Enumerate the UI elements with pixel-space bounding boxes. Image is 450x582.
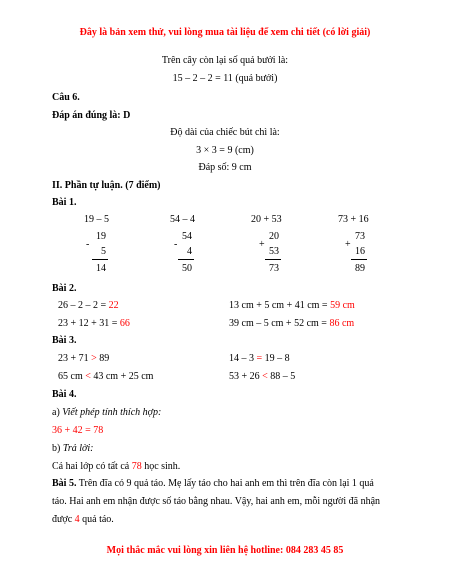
plus-sign: + <box>259 239 265 250</box>
sum-line <box>351 259 367 260</box>
sum-line <box>92 259 108 260</box>
right-side: 89 <box>96 353 110 364</box>
q6-line-2: 3 × 3 = 9 (cm) <box>196 145 254 156</box>
intro-line-2: 15 – 2 – 2 = 11 (quả bưởi) <box>172 73 278 84</box>
result-number: 73 <box>269 263 279 274</box>
bai4-part-a <box>52 407 161 419</box>
bai2-left-1 <box>58 300 119 312</box>
bai1-title: Bài 1. <box>52 197 77 208</box>
q6-answer: Đáp án đúng là: D <box>52 110 131 121</box>
q6-title: Câu 6. <box>52 92 80 103</box>
minus-sign: - <box>86 239 90 250</box>
left-side: 65 cm <box>58 371 86 382</box>
bottom-number: 4 <box>187 246 192 257</box>
bai2-right-2 <box>229 318 354 330</box>
bai3-left-2 <box>58 371 153 383</box>
comparison-sign: = <box>256 353 263 364</box>
bai4-a-answer: 36 + 42 = 78 <box>52 425 104 436</box>
bottom-number: 53 <box>269 246 279 257</box>
comparison-sign: > <box>91 353 97 364</box>
sum-line <box>265 259 281 260</box>
bai2-title: Bài 2. <box>52 283 77 294</box>
bai5-title: Bài 5. <box>52 478 77 489</box>
bottom-number: 16 <box>355 246 365 257</box>
q6-line-1: Độ dài của chiếc bút chì là: <box>170 127 280 138</box>
bai4-part-b <box>52 443 93 455</box>
expression: 23 + 12 + 31 = <box>58 318 120 329</box>
bai5-line-3 <box>52 514 114 526</box>
problem-expr: 20 + 53 <box>251 214 282 225</box>
bai3-right-2 <box>229 371 295 383</box>
answer-text: Cả hai lớp có tất cả <box>52 461 132 472</box>
expression: 13 cm + 5 cm + 41 cm = <box>229 300 331 311</box>
bai5-line-1 <box>52 478 374 490</box>
part-label: a) <box>52 407 63 418</box>
result-number: 50 <box>182 263 192 274</box>
right-side: 19 – 8 <box>262 353 290 364</box>
comparison-sign: < <box>85 371 91 382</box>
top-number: 73 <box>355 231 365 242</box>
plus-sign: + <box>345 239 351 250</box>
result-number: 14 <box>96 263 106 274</box>
bai2-left-2 <box>58 318 130 330</box>
bai3-right-1 <box>229 353 290 365</box>
left-side: 53 + 26 <box>229 371 263 382</box>
expression: 26 – 2 – 2 = <box>58 300 109 311</box>
bai2-right-1 <box>229 300 355 312</box>
answer: 66 <box>119 318 130 329</box>
answer-text: học sinh. <box>141 461 181 472</box>
right-side: 43 cm + 25 cm <box>90 371 154 382</box>
answer-number: 4 <box>74 514 80 525</box>
part-instruction: Trả lời: <box>62 443 94 454</box>
preview-notice: Đây là bản xem thử, vui lòng mua tài liệu để xem chi tiết (có lời giải) <box>79 27 371 38</box>
bai5-line-2: táo. Hai anh em nhận được số táo bằng nhau. Vậy, hai anh em, mỗi người đã nhận <box>52 496 381 507</box>
top-number: 19 <box>96 231 106 242</box>
q6-line-3: Đáp số: 9 cm <box>198 162 252 173</box>
right-side: 88 – 5 <box>267 371 296 382</box>
left-side: 14 – 3 <box>229 353 257 364</box>
sum-line <box>178 259 194 260</box>
answer: 59 cm <box>330 300 355 311</box>
problem-expr: 54 – 4 <box>170 214 195 225</box>
minus-sign: - <box>174 239 178 250</box>
answer-text: được <box>52 514 75 525</box>
comparison-sign: < <box>262 371 268 382</box>
result-number: 89 <box>355 263 365 274</box>
bottom-number: 5 <box>101 246 106 257</box>
answer: 22 <box>108 300 119 311</box>
intro-line-1: Trên cây còn lại số quả bưởi là: <box>161 55 289 66</box>
bai4-b-answer <box>52 461 180 473</box>
left-side: 23 + 71 <box>58 353 92 364</box>
bai3-left-1 <box>58 353 109 365</box>
problem-expr: 19 – 5 <box>84 214 109 225</box>
answer-text: quả táo. <box>79 514 114 525</box>
bai3-title: Bài 3. <box>52 335 77 346</box>
hotline-footer: Mọi thắc mắc vui lòng xin liên hệ hotline: 084 283 45 85 <box>106 545 344 556</box>
part-label: b) <box>52 443 63 454</box>
part-instruction: Viết phép tính thích hợp: <box>62 407 162 418</box>
top-number: 54 <box>182 231 192 242</box>
answer: 86 cm <box>329 318 355 329</box>
expression: 39 cm – 5 cm + 52 cm = <box>229 318 330 329</box>
top-number: 20 <box>269 231 279 242</box>
answer-number: 78 <box>131 461 142 472</box>
part2-title: II. Phần tự luận. (7 điểm) <box>52 180 161 191</box>
bai5-text: Trên đĩa có 9 quả táo. Mẹ lấy táo cho hai anh em thì trên đĩa còn lại 1 quả <box>76 478 374 489</box>
bai4-title: Bài 4. <box>52 389 77 400</box>
problem-expr: 73 + 16 <box>338 214 369 225</box>
